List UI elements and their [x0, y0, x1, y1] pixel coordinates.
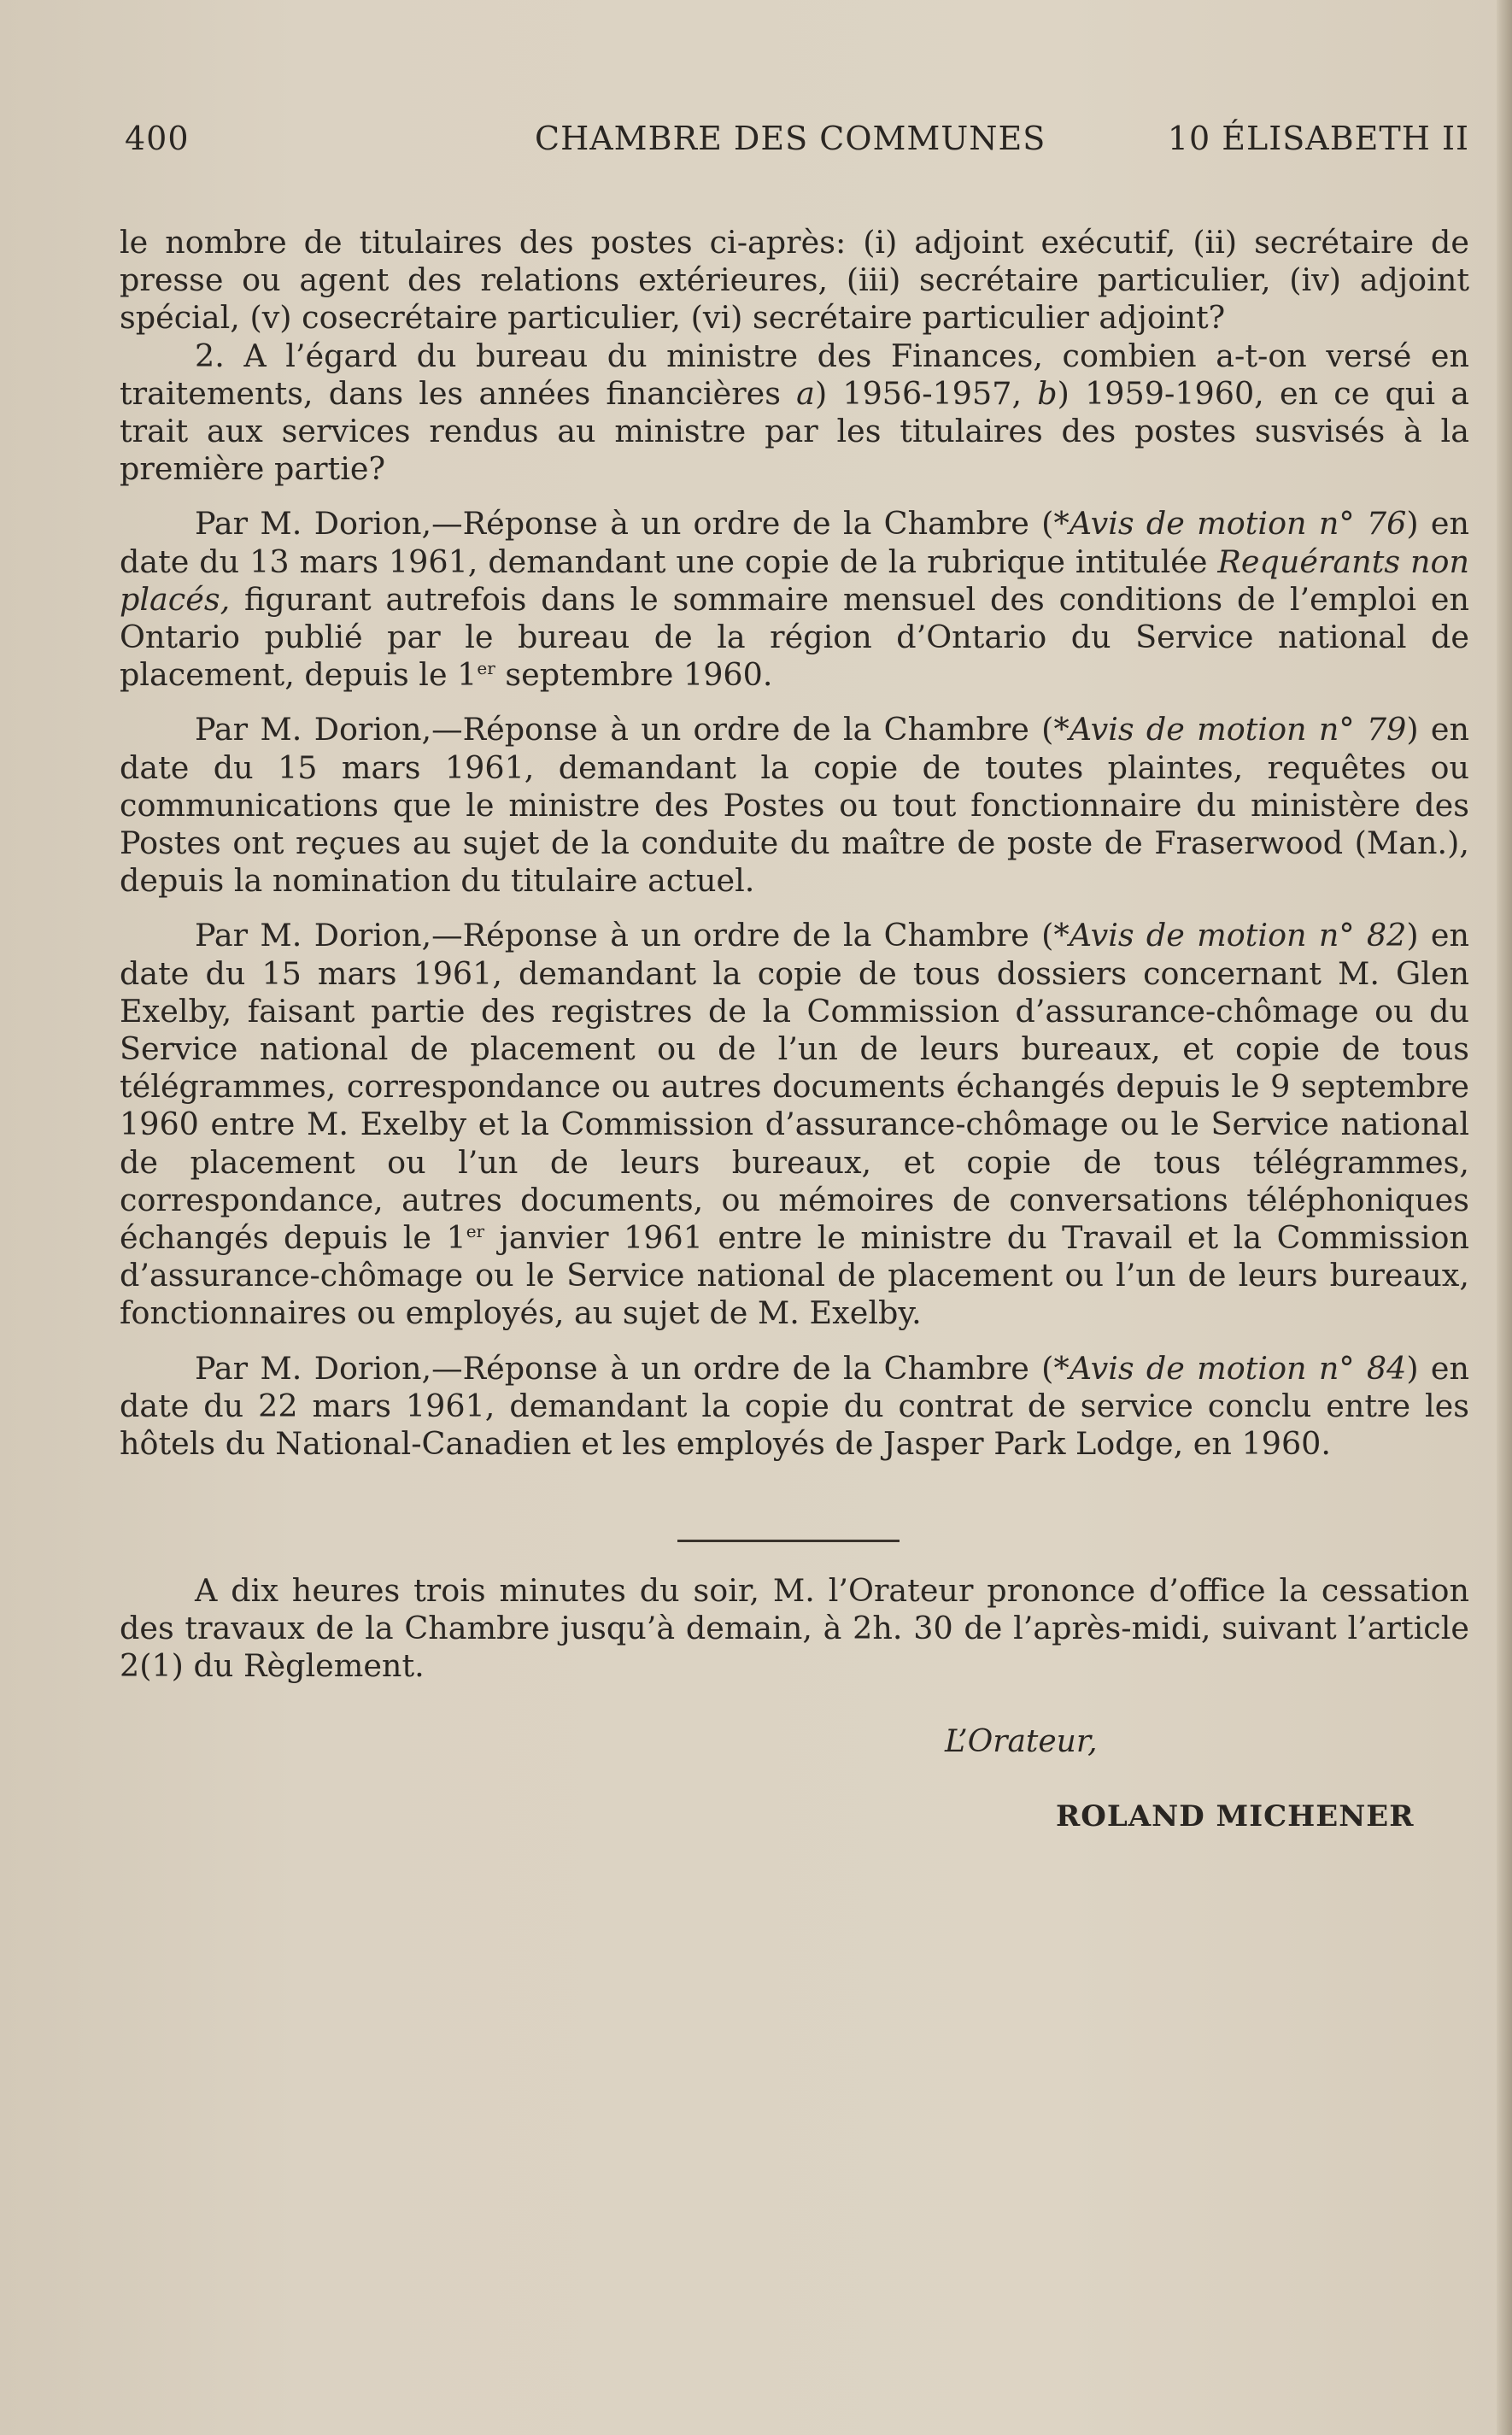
adjournment-block: [120, 1572, 1469, 1686]
motion-reference: *Avis de motion n° 82: [1053, 917, 1407, 954]
motion-reference: *Avis de motion n° 84: [1053, 1349, 1407, 1387]
question-block: [120, 224, 1469, 488]
question-part-2-letter-a: a: [796, 374, 815, 412]
signature-title: L’Orateur,: [945, 1724, 1098, 1759]
return-text: ) en date du 15 mars 1961, demandant la copie de tous dossiers concernant M. Glen Exelby, faisant partie des registres de la Commission d’assurance-chômage ou du Service national de placement ou de l’un de leurs bureaux, et copie de tous télégrammes, correspondance ou autres documents échangés depuis le 9 septembre 1960 entre M. Exelby et la Commission d’assurance-chômage ou le Service national de placement ou l’un de leurs bureaux, et copie de tous télégrammes, correspondance, autres documents, ou mémoires de conversations téléphoniques échangés depuis le 1: [120, 917, 1469, 1257]
question-part-2-text-c: ) 1959-1960, en ce qui a trait aux services rendus au ministre par les titulaires des postes susvisés à la première partie?: [120, 374, 1469, 488]
return-text: figurant autrefois dans le sommaire mensuel des conditions de l’emploi en Ontario publié par le bureau de la région d’Ontario du Service national de placement, depuis le 1: [120, 580, 1469, 694]
return-lead: Par M. Dorion,—Réponse à un ordre de la Chambre (: [195, 1349, 1054, 1387]
section-divider: [677, 1540, 900, 1542]
ordinal-superscript: er: [466, 1220, 485, 1241]
return-text: ) en date du 15 mars 1961, demandant la copie de toutes plaintes, requêtes ou communications que le ministre des Postes ou tout fonctionnaire du ministère des Postes ont reçues au sujet de la conduite du maître de poste de Fraserwood (Man.), depuis la nomination du titulaire actuel.: [120, 711, 1469, 900]
body-text: [120, 224, 1469, 1480]
question-continuation: le nombre de titulaires des postes ci-après: (i) adjoint exécutif, (ii) secrétaire de presse ou agent des relations extérieures, (iii) secrétaire particulier, (iv) adjoint spécial, (v) cosecrétaire particulier, (vi) secrétaire particulier adjoint?: [120, 224, 1469, 337]
page-number: 400: [125, 120, 190, 157]
return-lead: Par M. Dorion,—Réponse à un ordre de la Chambre (: [195, 711, 1054, 748]
return-text: janvier 1961 entre le ministre du Travail et la Commission d’assurance-chômage ou le Service national de placement ou l’un de leurs bureaux, fonctionnaires ou employés, au sujet de M. Exelby.: [120, 1219, 1469, 1332]
motion-reference: *Avis de motion n° 79: [1053, 711, 1407, 748]
question-part-2-letter-b: b: [1037, 374, 1058, 412]
question-part-2: [120, 337, 1469, 489]
return-84: [120, 1350, 1469, 1464]
return-79: [120, 711, 1469, 900]
ordinal-superscript: er: [477, 658, 495, 679]
return-lead: Par M. Dorion,—Réponse à un ordre de la Chambre (: [195, 917, 1054, 954]
question-part-2-text-a: 2. A l’égard du bureau du ministre des Finances, combien a-t-on versé en traitements, dans les années financières: [120, 337, 1469, 412]
return-82: [120, 917, 1469, 1332]
adjournment-text: A dix heures trois minutes du soir, M. l’Orateur prononce d’office la cessation des travaux de la Chambre jusqu’à demain, à 2h. 30 de l’après-midi, suivant l’article 2(1) du Règlement.: [120, 1572, 1469, 1685]
journal-title: CHAMBRE DES COMMUNES: [535, 120, 1046, 157]
page-edge: [1497, 0, 1512, 2435]
question-part-2-text-b: ) 1956-1957,: [814, 374, 1038, 412]
return-text: septembre 1960.: [495, 656, 773, 694]
return-text: ) en date du 22 mars 1961, demandant la copie du contrat de service conclu entre les hôtels du National-Canadien et les employés de Jasper Park Lodge, en 1960.: [120, 1349, 1469, 1463]
return-76: [120, 505, 1469, 694]
signature-name: ROLAND MICHENER: [1056, 1799, 1415, 1834]
motion-reference: *Avis de motion n° 76: [1053, 505, 1407, 543]
regnal-year: 10 ÉLISABETH II: [1167, 120, 1469, 157]
return-lead: Par M. Dorion,—Réponse à un ordre de la Chambre (: [195, 505, 1054, 543]
running-header: [125, 120, 1469, 171]
italic-heading: Requérants non placés,: [120, 543, 1469, 618]
return-text: ) en date du 13 mars 1961, demandant une copie de la rubrique intitulée: [120, 505, 1469, 580]
